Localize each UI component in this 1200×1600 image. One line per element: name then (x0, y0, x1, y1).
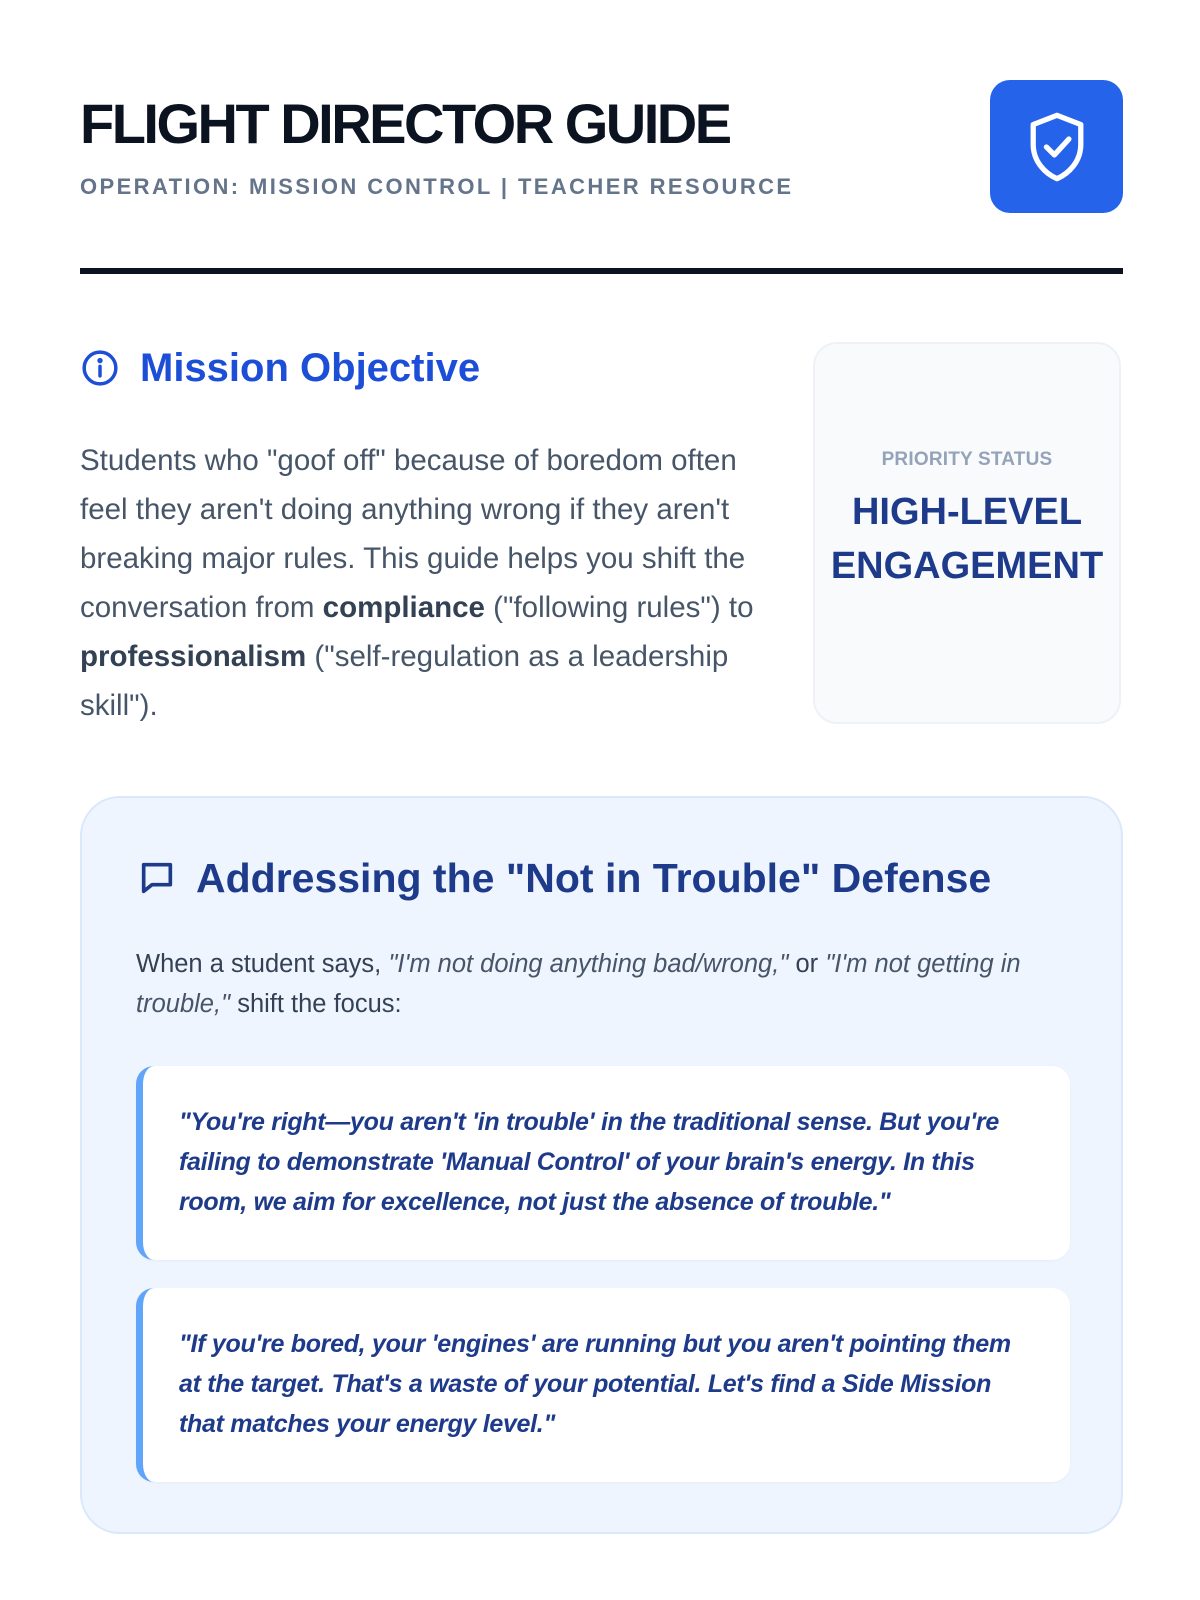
defense-intro: When a student says, "I'm not doing anything bad/wrong," or "I'm not getting in trouble," shift the focus: (136, 950, 1021, 1018)
objective-text: Students who "goof off" because of boredom often feel they aren't doing anything wrong if they aren't breaking major rules. This guide helps you shift the conversation from compliance ("following rules") to professionalism ("self-regulation as a leadership skill"). (80, 444, 754, 722)
page-title: FLIGHT DIRECTOR GUIDE (80, 92, 730, 155)
quote-card (136, 1288, 1070, 1482)
shield-check-icon (1025, 110, 1089, 184)
info-circle-icon (80, 348, 120, 388)
defense-title: Addressing the "Not in Trouble" Defense (196, 854, 992, 901)
quote-card (136, 1066, 1070, 1260)
priority-status-card (813, 342, 1121, 724)
page-header (80, 80, 1123, 214)
priority-value: HIGH-LEVEL ENGAGEMENT (830, 491, 1104, 587)
defense-panel (80, 796, 1123, 1534)
bold-professionalism: professionalism (80, 640, 307, 673)
defense-heading (136, 850, 991, 906)
quote-text: "You're right—you aren't 'in trouble' in the traditional sense. But you're failing to demonstrate 'Manual Control' of your brain's energy. In this room, we aim for excellence, not just the absence of trouble." (179, 1108, 999, 1216)
objective-title: Mission Objective (140, 345, 481, 390)
objective-heading (80, 340, 780, 396)
quote-text: "If you're bored, your 'engines' are running but you aren't pointing them at the target. That's a waste of your potential. Let's find a Side Mission that matches your energy level." (179, 1330, 1011, 1438)
shield-badge (990, 80, 1123, 213)
bold-compliance: compliance (322, 591, 485, 624)
page-subtitle: OPERATION: MISSION CONTROL | TEACHER RESOURCE (80, 174, 794, 199)
objective-section (80, 340, 780, 730)
message-square-icon (136, 857, 178, 899)
header-divider (80, 268, 1123, 274)
priority-label: PRIORITY STATUS (881, 449, 1053, 470)
